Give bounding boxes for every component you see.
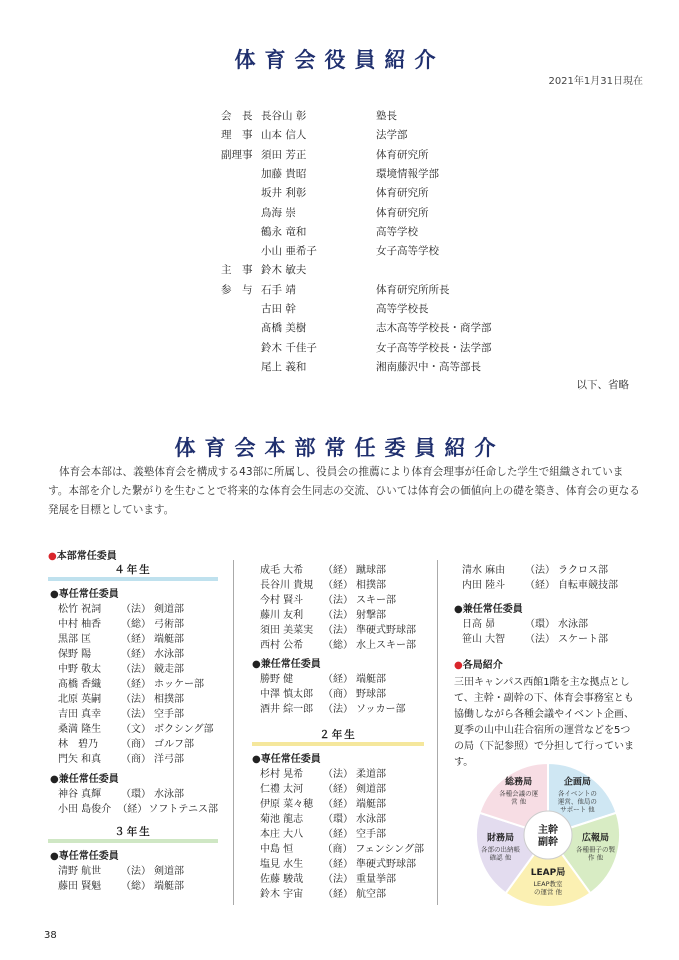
subsection-header: ●兼任常任委員 <box>252 659 321 670</box>
member-faculty: （経） <box>121 679 151 690</box>
officer-name: 古田 幹 <box>261 303 296 315</box>
member-faculty: （法） <box>525 565 555 576</box>
officer-row <box>221 262 561 281</box>
member-name: 清野 航世 <box>58 866 102 877</box>
member-name: 伊原 菜々穂 <box>260 799 314 810</box>
member-club: 水泳部 <box>154 789 184 800</box>
officer-name: 加藤 貴昭 <box>261 167 307 180</box>
member-row <box>58 675 218 690</box>
officer-row <box>221 205 561 224</box>
member-name: 松竹 祝詞 <box>58 604 102 615</box>
member-name: 中島 恒 <box>260 844 294 855</box>
bureau-desc: 各種冊子の製 <box>576 845 616 854</box>
member-faculty: （法） <box>323 610 353 621</box>
member-name: 中澤 慎太郎 <box>260 689 314 700</box>
member-row <box>260 606 424 621</box>
member-name: 小田 島俊介 <box>58 804 112 815</box>
member-row <box>260 855 424 870</box>
grade-3-band: ３年生 <box>48 824 218 843</box>
officer-role: 参 与 <box>221 283 253 296</box>
member-club: 空手部 <box>356 829 386 840</box>
member-name: 桑満 隆生 <box>58 724 102 735</box>
member-name: 佐藤 駿哉 <box>260 874 304 885</box>
member-name: 北原 英嗣 <box>58 694 102 705</box>
member-list <box>48 862 218 892</box>
officer-role <box>221 359 261 378</box>
member-club: 水泳部 <box>154 649 184 660</box>
center-label: 主幹 <box>538 825 558 836</box>
member-row <box>58 877 218 892</box>
member-row <box>260 636 424 651</box>
member-faculty: （経） <box>117 804 148 815</box>
member-faculty: （法） <box>121 604 151 615</box>
member-row <box>58 750 218 765</box>
member-list <box>454 615 634 645</box>
bureau-desc: 各種会議の運 <box>499 789 539 798</box>
officer-name: 石手 靖 <box>261 283 296 296</box>
officer-role <box>221 340 261 359</box>
member-faculty: （環） <box>121 789 151 800</box>
grade-2-band: ２年生 <box>252 727 424 746</box>
member-name: 中村 柚香 <box>58 619 102 630</box>
officer-role <box>221 243 261 262</box>
member-name: 須田 美菜実 <box>260 625 314 636</box>
officers-title: 体育会役員紹介 <box>234 48 445 72</box>
officer-row <box>221 108 561 127</box>
officer-affiliation: 志木高等学校長・商学部 <box>376 322 492 335</box>
officer-role <box>221 185 261 204</box>
member-row <box>462 630 634 645</box>
officer-row <box>221 185 561 204</box>
member-name: 神谷 真輝 <box>58 789 102 800</box>
member-club: 水泳部 <box>356 814 386 825</box>
officer-role: 副理事 <box>221 148 253 161</box>
member-name: 酒井 綜一郎 <box>260 704 314 715</box>
member-faculty: （商） <box>121 754 151 765</box>
member-faculty: （経） <box>323 674 353 685</box>
officer-name: 小山 亜希子 <box>261 245 317 258</box>
member-faculty: （経） <box>323 829 353 840</box>
member-faculty: （法） <box>121 694 151 705</box>
member-club: ラクロス部 <box>558 565 608 576</box>
bureau-desc: 作 他 <box>588 853 604 862</box>
officer-name: 尾上 義和 <box>261 360 307 373</box>
bureau-description: 三田キャンパス西館1階を主な拠点として、主幹・副幹の下、体育会事務室とも協働しながら各種会議やイベント企画、夏季の山中山荘合宿所の運営などを5つの局（下記参照）で分担して行っています。 <box>454 677 634 768</box>
bureau-name: 総務局 <box>505 777 533 788</box>
officer-name: 髙橋 美樹 <box>261 322 307 335</box>
member-name: 今村 賢斗 <box>260 595 304 606</box>
member-faculty: （経） <box>121 634 151 645</box>
member-club: ホッケー部 <box>154 679 204 690</box>
member-list <box>454 561 634 591</box>
member-name: 藤田 賢魁 <box>58 881 102 892</box>
member-club: ソッカー部 <box>356 704 406 715</box>
member-club: 剣道部 <box>356 784 386 795</box>
member-faculty: （経） <box>323 580 353 591</box>
bureau-desc: LEAP教室 <box>533 880 563 888</box>
officer-row <box>221 320 561 339</box>
officer-name: 須田 芳正 <box>261 148 307 161</box>
member-row <box>260 685 424 700</box>
member-row <box>260 780 424 795</box>
column-divider <box>437 560 438 905</box>
bureau-desc: 各イベントの <box>557 789 597 798</box>
member-club: 射撃部 <box>356 610 386 621</box>
officer-affiliation: 女子高等学校 <box>376 245 439 258</box>
member-club: 蹴球部 <box>356 565 386 576</box>
officer-affiliation: 塾長 <box>376 110 397 122</box>
member-row <box>260 870 424 885</box>
member-name: 塩見 水生 <box>260 859 304 870</box>
bureau-desc: 各部の出納帳 <box>480 845 520 854</box>
bureau-name: 広報局 <box>582 833 610 844</box>
member-faculty: （経） <box>121 649 151 660</box>
officer-role: 理 事 <box>221 129 253 142</box>
officer-affiliation: 体育研究所 <box>376 148 429 161</box>
member-row <box>260 576 424 591</box>
member-row <box>260 561 424 576</box>
member-faculty: （経） <box>525 580 555 591</box>
member-faculty: （総） <box>121 881 151 892</box>
member-club: 水泳部 <box>558 619 588 630</box>
bureau-diagram <box>463 760 633 910</box>
officer-role: 主 事 <box>221 264 253 277</box>
officer-row <box>221 243 561 262</box>
section-header: ●本部常任委員 <box>48 551 117 562</box>
member-faculty: （環） <box>525 619 555 630</box>
member-club: スキー部 <box>356 595 396 606</box>
member-club: 柔道部 <box>356 769 386 780</box>
subsection-header: ●兼任常任委員 <box>50 774 119 785</box>
member-faculty: （法） <box>323 595 353 606</box>
bureau-desc: の運営 他 <box>533 888 563 896</box>
member-row <box>58 600 218 615</box>
bureau-name: 企画局 <box>563 777 591 788</box>
member-club: 弓術部 <box>154 619 184 630</box>
member-list <box>48 785 218 815</box>
page-number: 38 <box>44 930 57 941</box>
member-club: スケート部 <box>558 634 608 645</box>
member-club: 相撲部 <box>356 580 386 591</box>
officer-name: 鈴木 敏夫 <box>261 264 307 277</box>
member-faculty: （環） <box>323 814 353 825</box>
member-club: 航空部 <box>356 889 386 900</box>
member-name: 中野 敬太 <box>58 664 102 675</box>
member-club: 相撲部 <box>154 694 184 705</box>
officer-affiliation: 高等学校長 <box>376 303 429 315</box>
member-row <box>260 840 424 855</box>
column-1 <box>48 547 218 892</box>
as-of-date: 2021年1月31日現在 <box>548 76 643 87</box>
member-club: 端艇部 <box>356 674 386 685</box>
member-list <box>48 600 218 765</box>
officer-row <box>221 282 561 301</box>
member-club: 競走部 <box>154 664 184 675</box>
officer-affiliation <box>376 262 561 281</box>
officer-affiliation: 体育研究所所長 <box>376 283 450 296</box>
officer-row <box>221 147 561 166</box>
member-row <box>260 885 424 900</box>
bullet-dot-icon: ● <box>48 551 57 562</box>
member-faculty: （法） <box>121 866 151 877</box>
officer-role <box>221 166 261 185</box>
member-name: 笹山 大智 <box>462 634 506 645</box>
bureau-desc: 営 他 <box>511 797 527 806</box>
member-row <box>260 700 424 715</box>
officer-role <box>221 224 261 243</box>
member-name: 西村 公希 <box>260 640 304 651</box>
member-faculty: （法） <box>323 874 353 885</box>
member-faculty: （法） <box>121 709 151 720</box>
member-row <box>462 561 634 576</box>
member-row <box>462 576 634 591</box>
member-faculty: （商） <box>322 844 353 855</box>
member-faculty: （法） <box>323 769 353 780</box>
column-2 <box>252 561 424 900</box>
committee-title: 体育会本部常任委員紹介 <box>174 436 505 460</box>
officer-affiliation: 湘南藤沢中・高等部長 <box>376 360 481 373</box>
member-faculty: （総） <box>323 640 353 651</box>
member-faculty: （経） <box>323 565 353 576</box>
bureau-name: LEAP局 <box>530 868 566 878</box>
officer-name: 鳥海 崇 <box>261 206 296 219</box>
bureau-desc: 確認 他 <box>489 853 512 862</box>
officer-name: 鈴木 千佳子 <box>261 341 317 354</box>
member-name: 成毛 大希 <box>260 565 304 576</box>
member-faculty: （総） <box>121 619 151 630</box>
bureau-desc: サポート 他 <box>560 805 595 814</box>
member-name: 保野 陽 <box>58 649 92 660</box>
officer-row <box>221 127 561 146</box>
member-row <box>260 765 424 780</box>
officer-affiliation: 体育研究所 <box>376 206 429 219</box>
member-row <box>260 621 424 636</box>
member-row <box>58 705 218 720</box>
member-row <box>260 795 424 810</box>
member-faculty: （文） <box>121 724 151 735</box>
member-club: 自転車競技部 <box>558 580 618 591</box>
member-club: 端艇部 <box>154 634 184 645</box>
member-club: 端艇部 <box>356 799 386 810</box>
officer-role <box>221 320 261 339</box>
member-faculty: （商） <box>323 689 353 700</box>
member-club: ボクシング部 <box>154 724 214 735</box>
officer-affiliation: 女子高等学校長・法学部 <box>376 341 492 354</box>
officer-affiliation: 高等学校 <box>376 225 418 238</box>
member-name: 林 碧乃 <box>58 739 98 750</box>
officer-affiliation: 法学部 <box>376 129 408 142</box>
center-label: 副幹 <box>538 837 558 848</box>
officer-name: 山本 信人 <box>261 129 307 142</box>
member-name: 勝野 健 <box>260 674 294 685</box>
member-club: ゴルフ部 <box>154 739 194 750</box>
bureau-header: ●各局紹介 <box>454 660 503 671</box>
officer-name: 鶴永 竜和 <box>261 225 307 238</box>
member-club: 剣道部 <box>154 604 184 615</box>
member-club: 剣道部 <box>154 866 184 877</box>
member-name: 本庄 大八 <box>260 829 304 840</box>
member-faculty: （商） <box>121 739 151 750</box>
member-row <box>58 645 218 660</box>
member-row <box>58 785 218 800</box>
member-row <box>58 862 218 877</box>
officer-row <box>221 340 561 359</box>
member-club: フェンシング部 <box>355 844 424 855</box>
grade-4-band: ４年生 <box>48 562 218 581</box>
member-faculty: （法） <box>323 625 353 636</box>
member-name: 清水 麻由 <box>462 565 506 576</box>
member-row <box>58 720 218 735</box>
member-row <box>260 825 424 840</box>
member-club: ソフトテニス部 <box>148 804 218 815</box>
member-name: 髙橋 香織 <box>58 679 102 690</box>
member-name: 吉田 真幸 <box>58 709 102 720</box>
member-club: 準硬式野球部 <box>356 859 416 870</box>
member-row <box>260 591 424 606</box>
member-list <box>252 561 424 651</box>
member-club: 水上スキー部 <box>356 640 416 651</box>
member-club: 洋弓部 <box>154 754 184 765</box>
subsection-header: ●専任常任委員 <box>252 754 321 765</box>
member-club: 重量挙部 <box>356 874 396 885</box>
subsection-header: ●専任常任委員 <box>50 851 119 862</box>
member-name: 日高 昴 <box>462 619 496 630</box>
member-row <box>58 630 218 645</box>
bullet-dot-icon: ● <box>454 660 463 671</box>
member-club: 準硬式野球部 <box>356 625 416 636</box>
member-faculty: （法） <box>323 704 353 715</box>
member-name: 黒部 匡 <box>58 634 92 645</box>
member-name: 杉村 晃希 <box>260 769 304 780</box>
member-name: 仁禮 太河 <box>260 784 304 795</box>
member-name: 藤川 友利 <box>260 610 304 621</box>
member-club: 空手部 <box>154 709 184 720</box>
member-list <box>252 765 424 900</box>
subsection-header: ●兼任常任委員 <box>454 604 523 615</box>
omitted-note: 以下、省略 <box>576 379 629 391</box>
member-row <box>58 800 218 815</box>
member-list <box>252 670 424 715</box>
member-faculty: （経） <box>323 859 353 870</box>
officer-role <box>221 301 261 320</box>
bureau-desc: 運営、他局の <box>557 797 597 806</box>
member-row <box>260 670 424 685</box>
member-row <box>462 615 634 630</box>
member-faculty: （経） <box>323 889 353 900</box>
member-faculty: （経） <box>323 799 353 810</box>
officer-role: 会 長 <box>221 110 253 122</box>
member-name: 門矢 和真 <box>58 754 102 765</box>
member-row <box>58 690 218 705</box>
member-name: 鈴木 宇宙 <box>260 889 304 900</box>
officer-row <box>221 301 561 320</box>
member-row <box>58 735 218 750</box>
officer-affiliation: 体育研究所 <box>376 187 429 200</box>
column-divider <box>233 560 234 905</box>
member-name: 内田 陸斗 <box>462 580 506 591</box>
officer-affiliation: 環境情報学部 <box>376 167 439 180</box>
member-club: 端艇部 <box>154 881 184 892</box>
member-row <box>58 660 218 675</box>
officer-role <box>221 205 261 224</box>
intro-paragraph: 体育会本部は、義塾体育会を構成する43部に所属し、役員会の推薦により体育会理事が任命した学生で組織されています。本部を介した繋がりを生むことで将来的な体育会生同志の交流、ひいては体育会の価値向上の礎を築き、体育会の更なる発展を目標としています。 <box>48 466 640 516</box>
bureau-name: 財務局 <box>486 833 514 844</box>
member-name: 長谷川 貴規 <box>260 580 314 591</box>
officer-row <box>221 166 561 185</box>
member-faculty: （法） <box>525 634 555 645</box>
officer-row <box>221 359 561 378</box>
column-3 <box>454 561 634 671</box>
member-name: 菊池 龍志 <box>260 814 304 825</box>
officer-name: 長谷山 彰 <box>261 110 307 122</box>
member-row <box>260 810 424 825</box>
member-faculty: （経） <box>323 784 353 795</box>
subsection-header: ●専任常任委員 <box>50 589 119 600</box>
member-faculty: （法） <box>121 664 151 675</box>
officer-row <box>221 224 561 243</box>
member-club: 野球部 <box>356 689 386 700</box>
officer-name: 坂井 利彰 <box>261 187 307 200</box>
member-row <box>58 615 218 630</box>
